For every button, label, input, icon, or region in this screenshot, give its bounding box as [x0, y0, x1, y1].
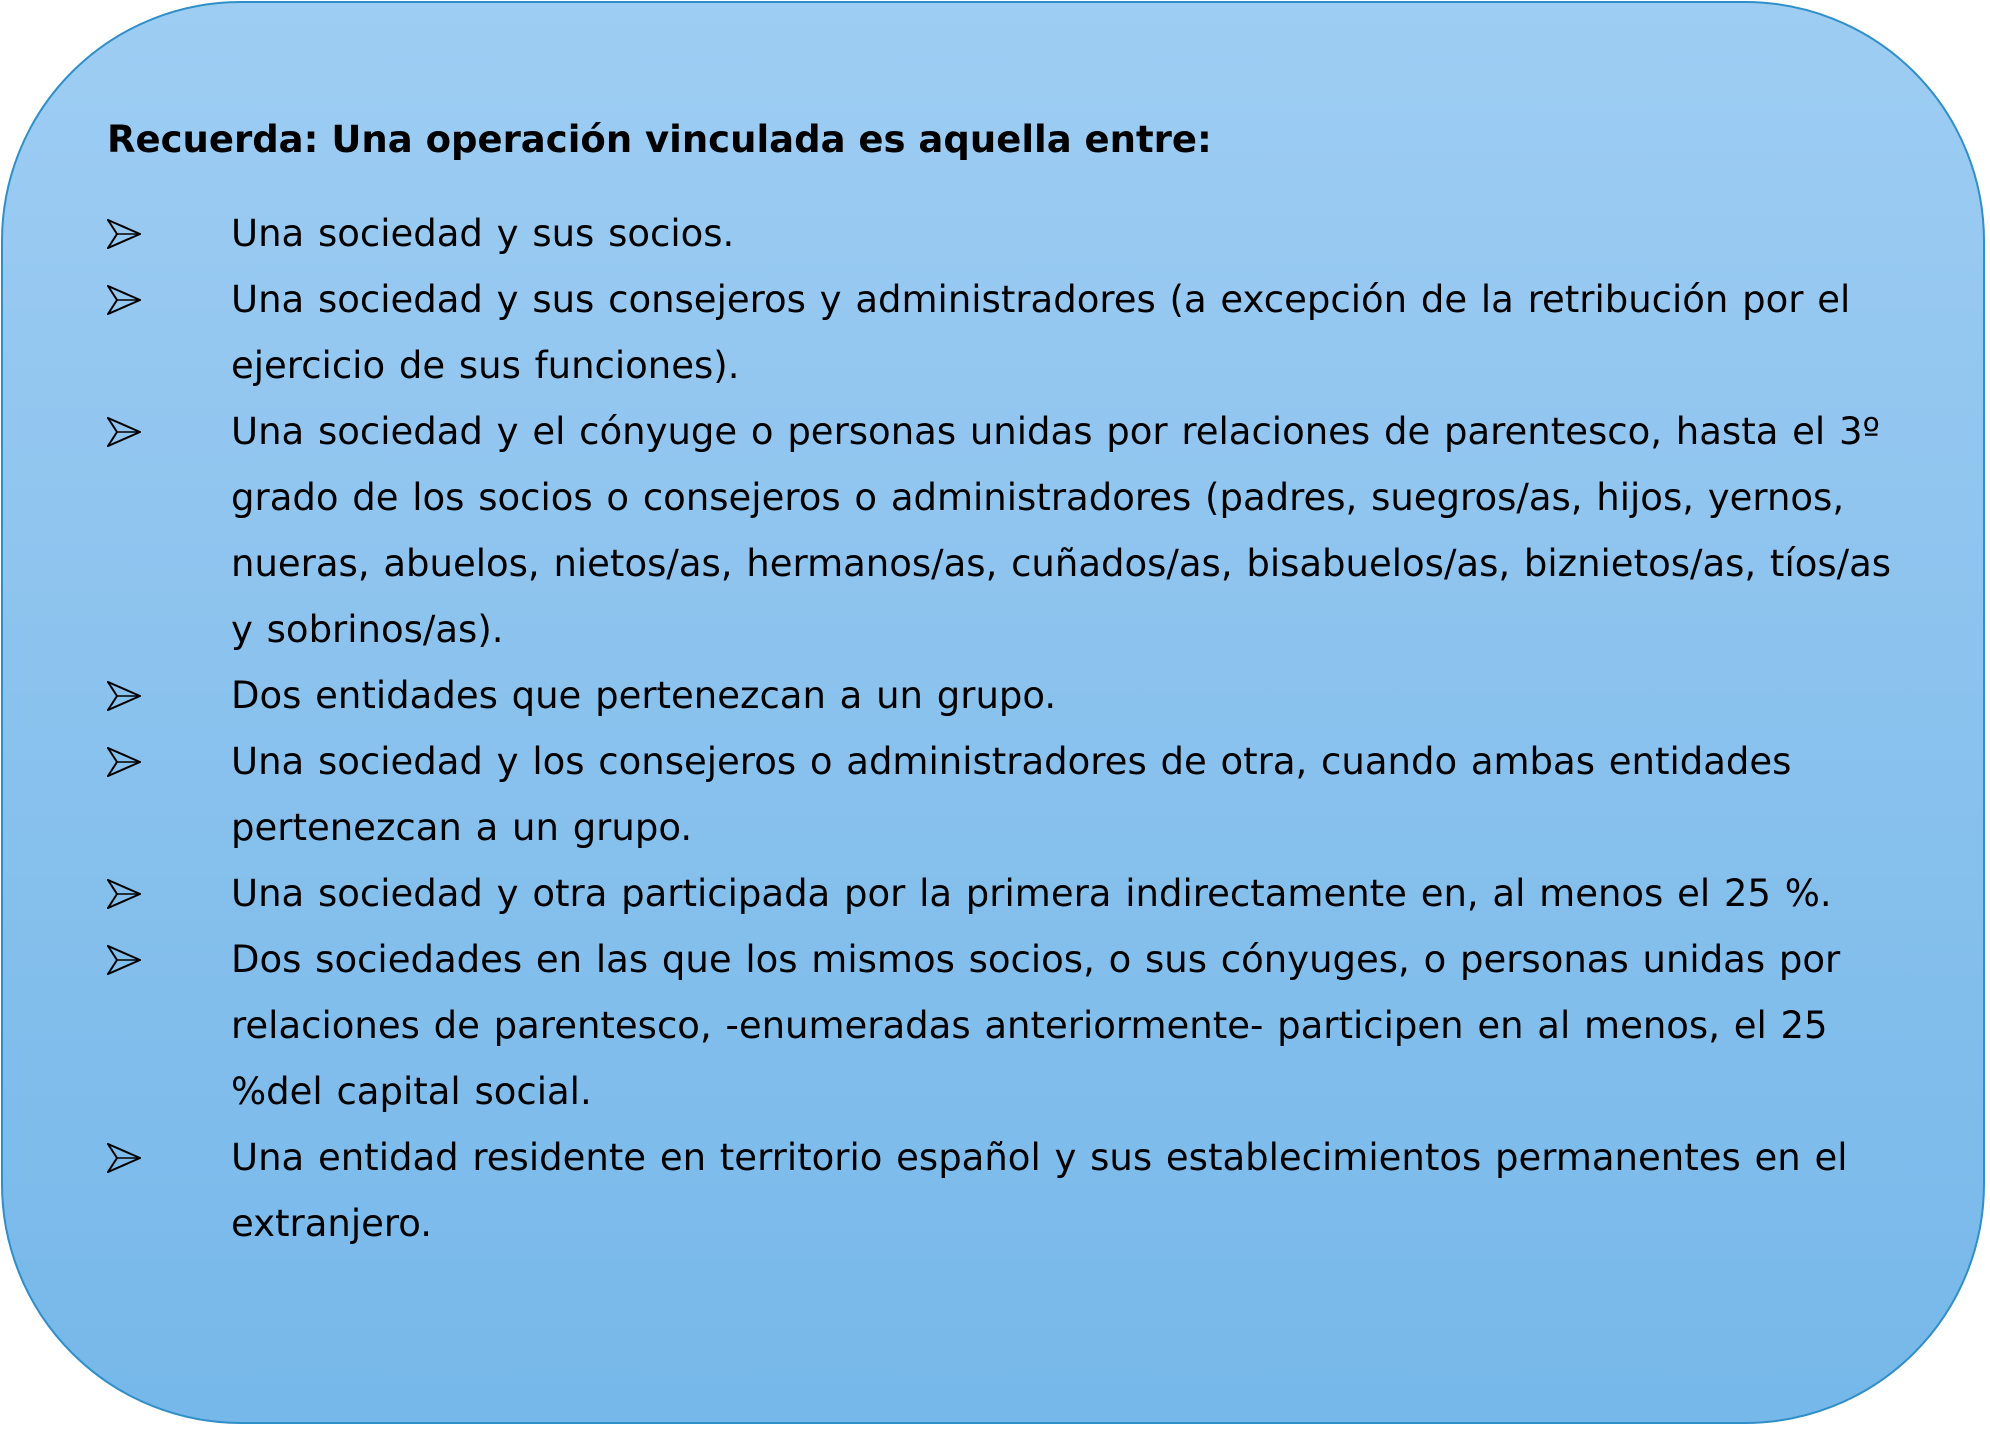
arrowhead-bullet-icon [107, 267, 231, 333]
list-item-text: Una sociedad y el cónyuge o personas unidas por relaciones de parentesco, hasta el 3º grado de los socios o consejeros o administradores (padres, suegros/as, hijos, yernos, nueras, abuelos, nietos/as, hermanos/as, cuñados/as, bisabuelos/as, biznietos/as, tíos/as y sobrinos/as). [231, 410, 1892, 651]
arrowhead-bullet-icon [107, 861, 231, 927]
list-item-text: Una sociedad y otra participada por la primera indirectamente en, al menos el 25 %. [231, 872, 1832, 915]
arrowhead-bullet-icon [107, 1125, 231, 1191]
arrowhead-bullet-icon [107, 399, 231, 465]
arrowhead-bullet-icon [107, 663, 231, 729]
list-item-text: Una sociedad y sus consejeros y administradores (a excepción de la retribución por el ejercicio de sus funciones). [231, 278, 1851, 387]
callout-box [1, 1, 1985, 1424]
list-item-text: Dos sociedades en las que los mismos socios, o sus cónyuges, o personas unidas por relaciones de parentesco, -enumeradas anteriormente- participen en al menos, el 25 %del capital social. [231, 938, 1841, 1113]
list-item [107, 399, 1907, 663]
list-item-text: Una entidad residente en territorio español y sus establecimientos permanentes en el extranjero. [231, 1136, 1848, 1245]
arrowhead-bullet-icon [107, 201, 231, 267]
list-item [107, 1125, 1907, 1257]
list-item [107, 729, 1907, 861]
list-item [107, 267, 1907, 399]
list-item [107, 663, 1907, 729]
list-item-text: Una sociedad y sus socios. [231, 212, 735, 255]
list-item-text: Dos entidades que pertenezcan a un grupo. [231, 674, 1057, 717]
list-item [107, 927, 1907, 1125]
callout-content [107, 107, 1907, 1257]
list-item-text: Una sociedad y los consejeros o administradores de otra, cuando ambas entidades pertenezcan a un grupo. [231, 740, 1792, 849]
arrowhead-bullet-icon [107, 729, 231, 795]
list-item [107, 201, 1907, 267]
callout-heading: Recuerda: Una operación vinculada es aquella entre: [107, 118, 1212, 161]
list-item [107, 861, 1907, 927]
arrowhead-bullet-icon [107, 927, 231, 993]
related-operations-list [107, 201, 1907, 1257]
